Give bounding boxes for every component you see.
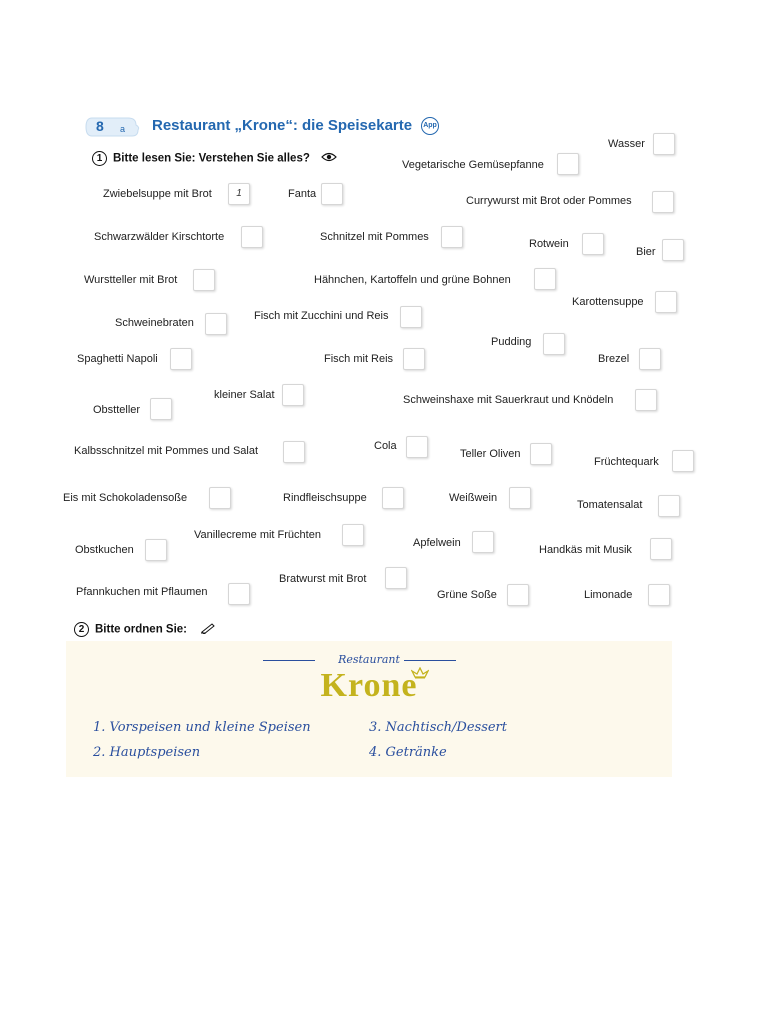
item-label-fisch-zucchini: Fisch mit Zucchini und Reis [254, 310, 389, 322]
item-label-wurstteller: Wurstteller mit Brot [84, 274, 178, 286]
task-2-number: 2 [74, 622, 89, 637]
item-label-schnitzel-pommes: Schnitzel mit Pommes [320, 231, 429, 243]
answer-box-wurstteller[interactable] [193, 269, 215, 291]
item-label-vanillecreme: Vanillecreme mit Früchten [194, 529, 321, 541]
eye-icon [321, 152, 337, 165]
item-label-brezel: Brezel [598, 353, 630, 365]
item-label-wasser: Wasser [608, 138, 645, 150]
answer-box-kleiner-salat[interactable] [282, 384, 304, 406]
item-label-limonade: Limonade [584, 589, 633, 601]
answer-box-fisch-zucchini[interactable] [400, 306, 422, 328]
answer-box-handkaes[interactable] [650, 538, 672, 560]
item-label-rindfleischsuppe: Rindfleischsuppe [283, 492, 367, 504]
item-label-cola: Cola [374, 440, 397, 452]
answer-box-kalbsschnitzel[interactable] [283, 441, 305, 463]
answer-box-eis[interactable] [209, 487, 231, 509]
exercise-letter: a [120, 124, 126, 134]
answer-box-schweinebraten[interactable] [205, 313, 227, 335]
category-3: 3. Nachtisch/Dessert [369, 720, 507, 735]
task-2-label: Bitte ordnen Sie: [95, 623, 188, 636]
item-label-rotwein: Rotwein [529, 238, 569, 250]
answer-box-schnitzel-pommes[interactable] [441, 226, 463, 248]
item-label-kirschtorte: Schwarzwälder Kirschtorte [94, 231, 225, 243]
answer-box-gemuesepfanne[interactable] [557, 153, 579, 175]
item-label-zwiebelsuppe: Zwiebelsuppe mit Brot [103, 188, 212, 200]
answer-box-kirschtorte[interactable] [241, 226, 263, 248]
item-label-apfelwein: Apfelwein [413, 537, 461, 549]
answer-box-brezel[interactable] [639, 348, 661, 370]
restaurant-name: Krone [320, 667, 418, 704]
page-title: Restaurant „Krone“: die Speisekarte [152, 117, 413, 134]
item-label-fanta: Fanta [288, 188, 317, 200]
answer-box-tomatensalat[interactable] [658, 495, 680, 517]
item-label-obstkuchen: Obstkuchen [75, 544, 134, 556]
answer-box-teller-oliven[interactable] [530, 443, 552, 465]
answer-box-gruene-sosse[interactable] [507, 584, 529, 606]
answer-box-fisch-reis[interactable] [403, 348, 425, 370]
item-label-schweinshaxe: Schweinshaxe mit Sauerkraut und Knödeln [403, 394, 614, 406]
answer-box-currywurst[interactable] [652, 191, 674, 213]
item-label-schweinebraten: Schweinebraten [115, 317, 194, 329]
answer-box-weisswein[interactable] [509, 487, 531, 509]
item-label-bratwurst: Bratwurst mit Brot [279, 573, 367, 585]
task-1-label: Bitte lesen Sie: Verstehen Sie alles? [113, 152, 310, 165]
answer-box-obstteller[interactable] [150, 398, 172, 420]
answer-box-cola[interactable] [406, 436, 428, 458]
exercise-badge [84, 116, 140, 138]
category-4: 4. Getränke [369, 745, 447, 760]
item-label-karottensuppe: Karottensuppe [572, 296, 644, 308]
answer-box-limonade[interactable] [648, 584, 670, 606]
item-label-tomatensalat: Tomatensalat [577, 499, 643, 511]
task-2-heading [74, 622, 216, 637]
answer-box-haehnchen[interactable] [534, 268, 556, 290]
answer-box-spaghetti[interactable] [170, 348, 192, 370]
item-label-gemuesepfanne: Vegetarische Gemüsepfanne [402, 159, 544, 171]
item-label-currywurst: Currywurst mit Brot oder Pommes [466, 195, 632, 207]
item-label-teller-oliven: Teller Oliven [460, 448, 521, 460]
menu-card [66, 641, 672, 777]
answer-box-zwiebelsuppe[interactable]: 1 [228, 183, 250, 205]
answer-box-vanillecreme[interactable] [342, 524, 364, 546]
item-label-fisch-reis: Fisch mit Reis [324, 353, 394, 365]
item-label-gruene-sosse: Grüne Soße [437, 589, 497, 601]
restaurant-label: Restaurant [338, 653, 400, 666]
answer-box-rotwein[interactable] [582, 233, 604, 255]
task-1-heading [92, 151, 337, 166]
item-label-eis: Eis mit Schokoladensoße [63, 492, 188, 504]
item-label-fruechtequark: Früchtequark [594, 456, 659, 468]
item-label-spaghetti: Spaghetti Napoli [77, 353, 158, 365]
pen-icon [200, 622, 216, 637]
answer-box-fruechtequark[interactable] [672, 450, 694, 472]
item-label-handkaes: Handkäs mit Musik [539, 544, 632, 556]
answer-box-rindfleischsuppe[interactable] [382, 487, 404, 509]
answer-box-fanta[interactable] [321, 183, 343, 205]
category-1: 1. Vorspeisen und kleine Speisen [93, 720, 311, 735]
item-label-kalbsschnitzel: Kalbsschnitzel mit Pommes und Salat [74, 445, 259, 457]
item-label-bier: Bier [636, 246, 656, 258]
item-label-weisswein: Weißwein [449, 492, 498, 504]
item-label-obstteller: Obstteller [93, 404, 141, 416]
answer-box-obstkuchen[interactable] [145, 539, 167, 561]
exercise-number: 8 [96, 118, 104, 134]
app-icon[interactable]: App [421, 117, 439, 135]
answer-box-karottensuppe[interactable] [655, 291, 677, 313]
answer-box-bratwurst[interactable] [385, 567, 407, 589]
answer-box-bier[interactable] [662, 239, 684, 261]
category-2: 2. Hauptspeisen [93, 745, 201, 760]
item-label-pfannkuchen: Pfannkuchen mit Pflaumen [76, 586, 208, 598]
answer-box-pudding[interactable] [543, 333, 565, 355]
answer-box-pfannkuchen[interactable] [228, 583, 250, 605]
answer-box-apfelwein[interactable] [472, 531, 494, 553]
item-label-kleiner-salat: kleiner Salat [214, 389, 275, 401]
task-1-number: 1 [92, 151, 107, 166]
item-label-pudding: Pudding [491, 336, 532, 348]
answer-box-wasser[interactable] [653, 133, 675, 155]
answer-box-schweinshaxe[interactable] [635, 389, 657, 411]
item-label-haehnchen: Hähnchen, Kartoffeln und grüne Bohnen [314, 274, 511, 286]
